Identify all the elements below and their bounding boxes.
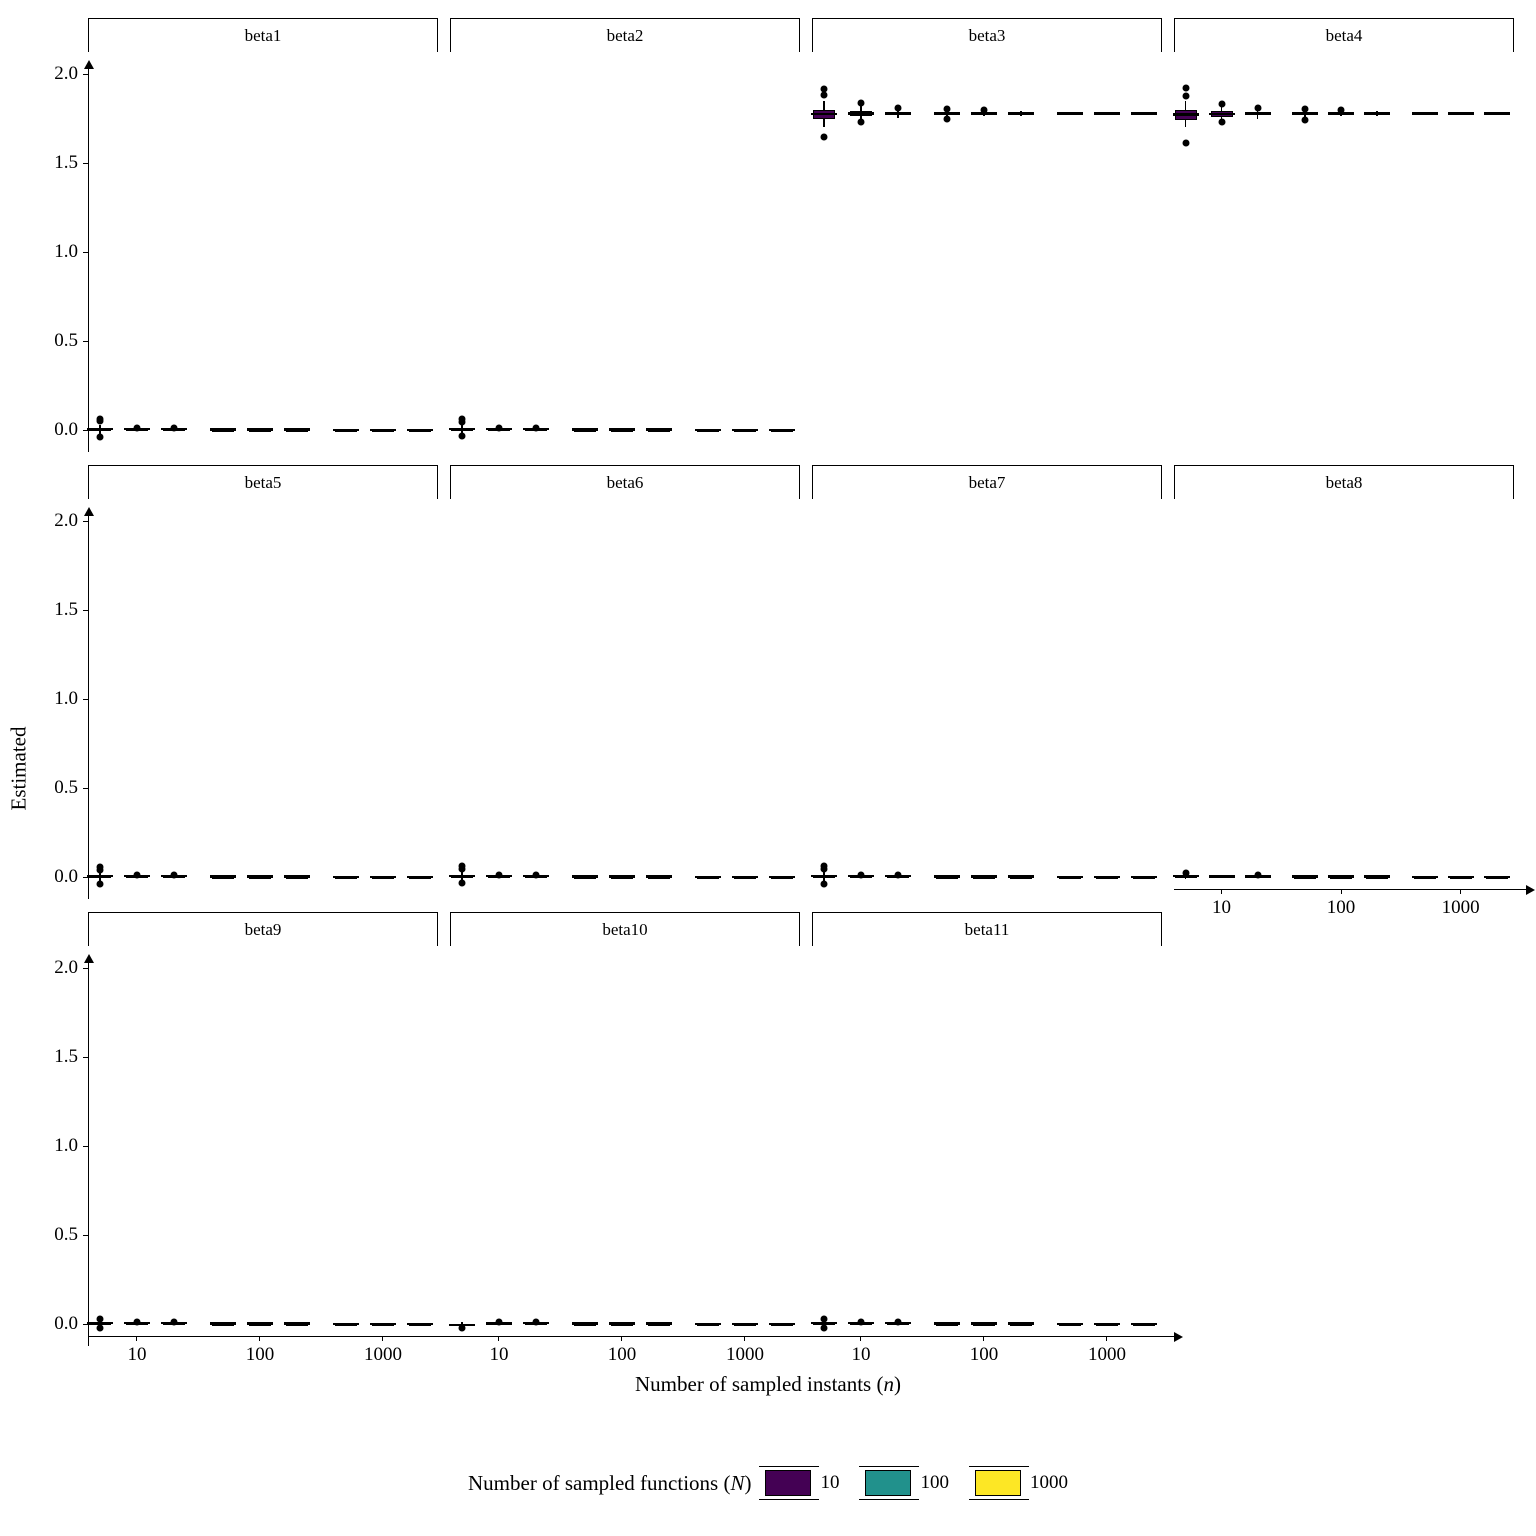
box-median	[1057, 1323, 1083, 1325]
x-tick	[983, 1336, 984, 1341]
box-median	[1364, 112, 1390, 114]
outlier-point	[894, 104, 901, 111]
legend-key-swatch	[975, 1470, 1021, 1496]
y-tick-label: 0.5	[54, 1224, 78, 1245]
x-tick	[621, 1336, 622, 1341]
box-median	[811, 113, 837, 115]
box-median	[1008, 112, 1034, 114]
facet-label: beta11	[964, 920, 1010, 939]
x-tick-label: 1000	[725, 1344, 764, 1366]
box-median	[87, 428, 113, 430]
box-median	[407, 429, 433, 431]
box-median	[370, 1323, 396, 1325]
x-tick	[382, 1336, 383, 1341]
box-median	[1448, 112, 1474, 114]
box-median	[333, 429, 359, 431]
y-tick-label: 1.0	[54, 688, 78, 709]
outlier-point	[1218, 119, 1225, 126]
box-median	[210, 875, 236, 877]
facet-strip	[812, 465, 1162, 501]
box-median	[333, 1323, 359, 1325]
x-tick	[1341, 889, 1342, 894]
outlier-point	[458, 418, 465, 425]
box-median	[1209, 113, 1235, 115]
x-tick-label: 1000	[1087, 1344, 1126, 1366]
y-tick-label: 1.5	[54, 1046, 78, 1067]
facet-strip	[812, 18, 1162, 54]
box-median	[1173, 113, 1199, 115]
outlier-point	[820, 1325, 827, 1332]
box-median	[333, 876, 359, 878]
outlier-point	[458, 865, 465, 872]
y-tick-label: 2.0	[54, 957, 78, 978]
y-tick-label: 0.0	[54, 419, 78, 440]
x-axis-arrow	[1174, 1332, 1183, 1342]
box-median	[769, 876, 795, 878]
outlier-point	[857, 119, 864, 126]
outlier-point	[857, 100, 864, 107]
outlier-point	[495, 871, 502, 878]
box-median	[370, 429, 396, 431]
facet-panel-beta7	[812, 499, 1182, 899]
box-median	[695, 1323, 721, 1325]
y-tick	[83, 1146, 88, 1147]
y-tick-label: 2.0	[54, 510, 78, 531]
box-median	[1008, 1322, 1034, 1324]
outlier-point	[133, 871, 140, 878]
y-tick	[83, 968, 88, 969]
x-tick	[259, 1336, 260, 1341]
x-tick-label: 10	[127, 1344, 147, 1366]
y-axis-label: Estimated	[6, 726, 31, 810]
box-median	[370, 876, 396, 878]
box-median	[971, 1322, 997, 1324]
y-axis-line	[88, 513, 89, 899]
x-tick-label: 100	[245, 1344, 275, 1366]
outlier-point	[532, 1318, 539, 1325]
box-median	[934, 112, 960, 114]
y-tick	[83, 252, 88, 253]
facet-label: beta10	[602, 920, 648, 939]
outlier-point	[1254, 872, 1261, 879]
y-tick-label: 1.0	[54, 1135, 78, 1156]
box-median	[284, 875, 310, 877]
outlier-point	[820, 880, 827, 887]
box-median	[1094, 876, 1120, 878]
box-median	[1412, 876, 1438, 878]
legend	[0, 1470, 1536, 1496]
y-tick-label: 1.5	[54, 152, 78, 173]
facet-label: beta8	[1325, 473, 1363, 492]
box-median	[1094, 112, 1120, 114]
box-median	[1131, 1323, 1157, 1325]
outlier-point	[170, 424, 177, 431]
y-tick	[83, 341, 88, 342]
facet-strip	[812, 912, 1162, 948]
x-tick	[744, 1336, 745, 1341]
facet-strip	[450, 18, 800, 54]
box-median	[247, 875, 273, 877]
box-median	[609, 1322, 635, 1324]
outlier-point	[943, 105, 950, 112]
outlier-point	[96, 866, 103, 873]
outlier-point	[857, 871, 864, 878]
outlier-point	[495, 1318, 502, 1325]
box-median	[769, 429, 795, 431]
legend-title: Number of sampled functions (N)	[468, 1470, 752, 1495]
outlier-point	[820, 134, 827, 141]
x-tick-label: 1000	[363, 1344, 402, 1366]
facet-label: beta7	[968, 473, 1006, 492]
facet-label: beta6	[606, 473, 644, 492]
y-axis-line	[88, 66, 89, 452]
outlier-point	[820, 92, 827, 99]
outlier-point	[96, 880, 103, 887]
box-median	[1057, 876, 1083, 878]
x-tick	[860, 1336, 861, 1341]
facet-panel-beta5	[88, 499, 458, 899]
box-median	[885, 112, 911, 114]
x-tick-label: 100	[1326, 897, 1356, 919]
y-axis-arrow	[84, 954, 94, 963]
facet-label: beta2	[606, 26, 644, 45]
x-tick-label: 100	[969, 1344, 999, 1366]
box-median	[695, 876, 721, 878]
facet-panel-beta6	[450, 499, 820, 899]
box-median	[210, 428, 236, 430]
box-median	[87, 875, 113, 877]
legend-label: 10	[820, 1472, 840, 1493]
box-median	[732, 429, 758, 431]
box-median	[695, 429, 721, 431]
outlier-point	[1302, 106, 1309, 113]
outlier-point	[857, 1318, 864, 1325]
box-median	[934, 875, 960, 877]
x-axis-label: Number of sampled instants (n)	[635, 1372, 901, 1396]
y-tick-label: 0.0	[54, 866, 78, 887]
x-tick-label: 10	[1212, 897, 1232, 919]
legend-key-swatch	[765, 1470, 811, 1496]
facet-panel-beta10	[450, 946, 820, 1346]
outlier-point	[894, 871, 901, 878]
outlier-point	[1218, 100, 1225, 107]
y-tick	[83, 74, 88, 75]
y-tick-label: 1.0	[54, 241, 78, 262]
outlier-point	[495, 424, 502, 431]
facet-strip	[88, 18, 438, 54]
y-tick-label: 1.5	[54, 599, 78, 620]
facet-label: beta1	[244, 26, 282, 45]
x-tick	[1460, 889, 1461, 894]
x-tick-label: 10	[489, 1344, 509, 1366]
legend-key-swatch	[865, 1470, 911, 1496]
box-median	[1292, 875, 1318, 877]
y-tick	[83, 163, 88, 164]
facet-strip	[1174, 465, 1514, 501]
box-median	[407, 876, 433, 878]
outlier-point	[1338, 106, 1345, 113]
facet-label: beta3	[968, 26, 1006, 45]
y-tick-label: 0.5	[54, 330, 78, 351]
box-median	[407, 1323, 433, 1325]
y-tick	[83, 1235, 88, 1236]
box-median	[284, 428, 310, 430]
box-median	[1448, 876, 1474, 878]
box-median	[732, 876, 758, 878]
outlier-point	[1182, 92, 1189, 99]
box-median	[646, 1322, 672, 1324]
legend-label: 1000	[1029, 1472, 1068, 1493]
box-median	[934, 1322, 960, 1324]
facet-panel-beta11	[812, 946, 1182, 1346]
x-axis-arrow	[1526, 885, 1535, 895]
box-median	[572, 428, 598, 430]
box-median	[572, 875, 598, 877]
box-median	[1412, 112, 1438, 114]
box-median	[1484, 112, 1510, 114]
box-median	[1131, 112, 1157, 114]
outlier-point	[1182, 870, 1189, 877]
box-median	[247, 1322, 273, 1324]
outlier-point	[133, 1318, 140, 1325]
box-median	[1131, 876, 1157, 878]
y-tick	[83, 610, 88, 611]
outlier-point	[980, 106, 987, 113]
y-axis-line	[88, 960, 89, 1346]
outlier-point	[894, 1318, 901, 1325]
x-tick	[1221, 889, 1222, 894]
x-tick-label: 10	[851, 1344, 871, 1366]
outlier-point	[96, 1316, 103, 1323]
box-median	[769, 1323, 795, 1325]
facet-strip	[450, 912, 800, 948]
facet-strip	[1174, 18, 1514, 54]
box-median	[609, 428, 635, 430]
facet-panel-beta9	[88, 946, 458, 1346]
x-tick	[1106, 1336, 1107, 1341]
legend-item-10[interactable]	[765, 1470, 839, 1496]
outlier-point	[458, 1324, 465, 1331]
box-median	[284, 1322, 310, 1324]
facet-panel-beta8	[1174, 499, 1534, 899]
box-median	[572, 1322, 598, 1324]
box-median	[1328, 875, 1354, 877]
outlier-point	[170, 871, 177, 878]
y-tick	[83, 788, 88, 789]
box-median	[646, 875, 672, 877]
outlier-point	[1182, 85, 1189, 92]
box-median	[210, 1322, 236, 1324]
x-tick	[136, 1336, 137, 1341]
x-tick	[498, 1336, 499, 1341]
y-axis-arrow	[84, 60, 94, 69]
outlier-point	[458, 880, 465, 887]
outlier-point	[458, 433, 465, 440]
x-tick-label: 1000	[1441, 897, 1480, 919]
outlier-point	[532, 424, 539, 431]
legend-item-100[interactable]	[865, 1470, 949, 1496]
outlier-point	[820, 1315, 827, 1322]
y-tick-label: 0.0	[54, 1313, 78, 1334]
y-axis-arrow	[84, 507, 94, 516]
box-median	[971, 875, 997, 877]
facet-label: beta9	[244, 920, 282, 939]
facet-strip	[88, 912, 438, 948]
facet-strip	[450, 465, 800, 501]
box-median	[609, 875, 635, 877]
box-median	[732, 1323, 758, 1325]
box-median	[646, 428, 672, 430]
outlier-point	[133, 424, 140, 431]
box-median	[1209, 875, 1235, 877]
box-median	[1008, 875, 1034, 877]
y-tick	[83, 1057, 88, 1058]
x-tick-label: 100	[607, 1344, 637, 1366]
y-tick-label: 0.5	[54, 777, 78, 798]
outlier-point	[1302, 116, 1309, 123]
facet-panel-beta2	[450, 52, 820, 452]
legend-label: 100	[920, 1472, 949, 1493]
facet-label: beta5	[244, 473, 282, 492]
facet-label: beta4	[1325, 26, 1363, 45]
facet-strip	[88, 465, 438, 501]
facet-panel-beta1	[88, 52, 458, 452]
box-median	[848, 112, 874, 114]
x-axis-line	[1174, 889, 1528, 890]
outlier-point	[1182, 139, 1189, 146]
y-tick	[83, 521, 88, 522]
x-axis-line	[88, 1336, 452, 1337]
outlier-point	[96, 1324, 103, 1331]
box-median	[1364, 875, 1390, 877]
box-median	[811, 875, 837, 877]
box-median	[247, 428, 273, 430]
outlier-point	[820, 866, 827, 873]
y-tick-label: 2.0	[54, 63, 78, 84]
outlier-point	[96, 433, 103, 440]
box-median	[1245, 112, 1271, 114]
y-tick	[83, 699, 88, 700]
box-median	[1057, 112, 1083, 114]
outlier-point	[96, 418, 103, 425]
legend-item-1000[interactable]	[975, 1470, 1068, 1496]
outlier-point	[170, 1318, 177, 1325]
x-axis-line	[812, 1336, 1176, 1337]
box-median	[449, 428, 475, 430]
box-median	[449, 875, 475, 877]
outlier-point	[1254, 105, 1261, 112]
box-median	[1484, 876, 1510, 878]
outlier-point	[943, 116, 950, 123]
x-axis-line	[450, 1336, 814, 1337]
box-median	[1094, 1323, 1120, 1325]
outlier-point	[532, 871, 539, 878]
